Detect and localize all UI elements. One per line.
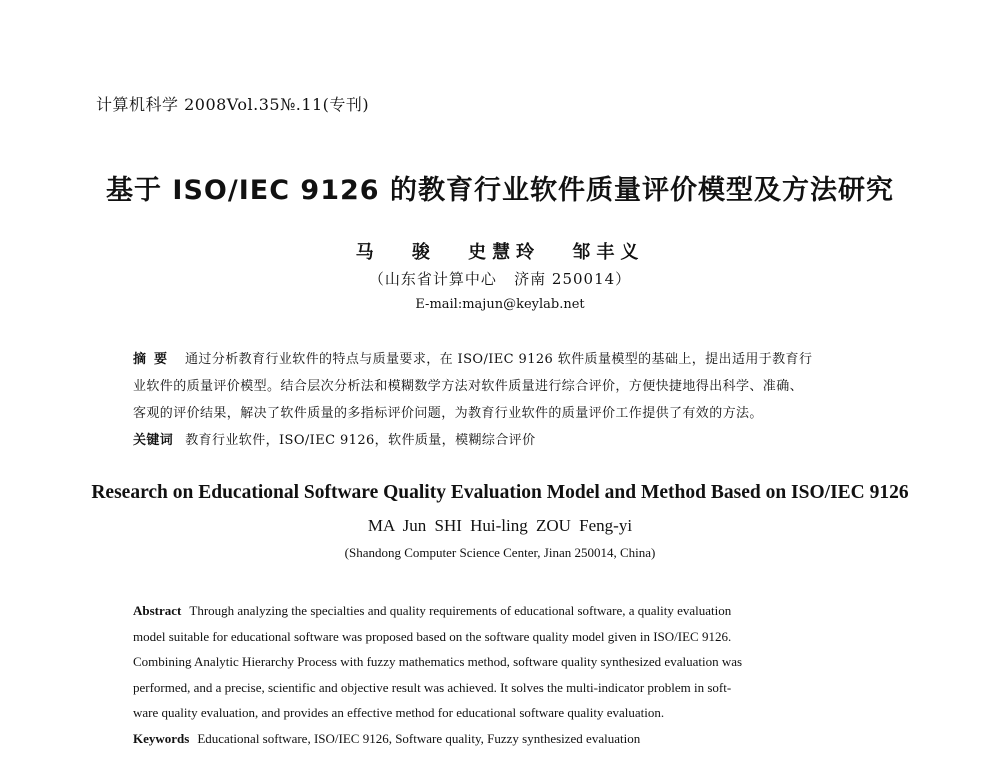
english-keywords-text: Educational software, ISO/IEC 9126, Software quality, Fuzzy synthesized evaluation [197,730,641,746]
chinese-keywords-label: 关键词 [133,433,174,448]
english-abstract-text: Through analyzing the specialties and quality requirements of educational software, a quality evaluation [189,603,732,618]
chinese-abstract [133,346,873,454]
english-abstract-label: Abstract [133,603,182,618]
chinese-abstract-line [133,346,873,373]
chinese-keywords [133,427,873,454]
author-email: E-mail:majun@keylab.net [415,297,585,312]
chinese-abstract-line: 业软件的质量评价模型。结合层次分析法和模糊数学方法对软件质量进行综合评价，方便快捷地得出科学、准确、 [133,379,804,394]
chinese-title: 基于 ISO/IEC 9126 的教育行业软件质量评价模型及方法研究 [106,175,894,206]
english-title: Research on Educational Software Quality Evaluation Model and Method Based on ISO/IEC 9126 [91,482,909,503]
english-abstract-line: Combining Analytic Hierarchy Process with fuzzy mathematics method, software quality synthesized evaluation was [133,654,743,669]
chinese-keywords-text: 教育行业软件，ISO/IEC 9126，软件质量，模糊综合评价 [185,433,536,448]
chinese-abstract-label: 摘要 [133,352,176,367]
english-affiliation: (Shandong Computer Science Center, Jinan 250014, China) [344,545,656,560]
chinese-authors: 马 骏 史慧玲 邹丰义 [355,242,645,263]
chinese-affiliation: （山东省计算中心 济南 250014） [368,270,632,288]
english-abstract-line: ware quality evaluation, and provides an effective method for educational software quality evaluation. [133,705,665,720]
english-abstract-line [133,598,873,624]
chinese-abstract-line: 客观的评价结果，解决了软件质量的多指标评价问题，为教育行业软件的质量评价工作提供了有效的方法。 [133,406,763,421]
english-keywords-label: Keywords [133,730,190,746]
english-abstract-line: model suitable for educational software was proposed based on the software quality model given in ISO/IEC 9126. [133,628,732,644]
journal-header: 计算机科学 2008Vol.35№.11(专刊) [96,95,370,114]
chinese-abstract-text: 通过分析教育行业软件的特点与质量要求，在 ISO/IEC 9126 软件质量模型的基础上，提出适用于教育行 [185,352,813,367]
english-abstract [133,598,873,751]
english-authors: MA Jun SHI Hui-ling ZOU Feng-yi [367,516,633,535]
english-keywords [133,726,873,752]
english-abstract-line: performed, and a precise, scientific and objective result was achieved. It solves the multi-indicator problem in soft- [133,679,732,695]
